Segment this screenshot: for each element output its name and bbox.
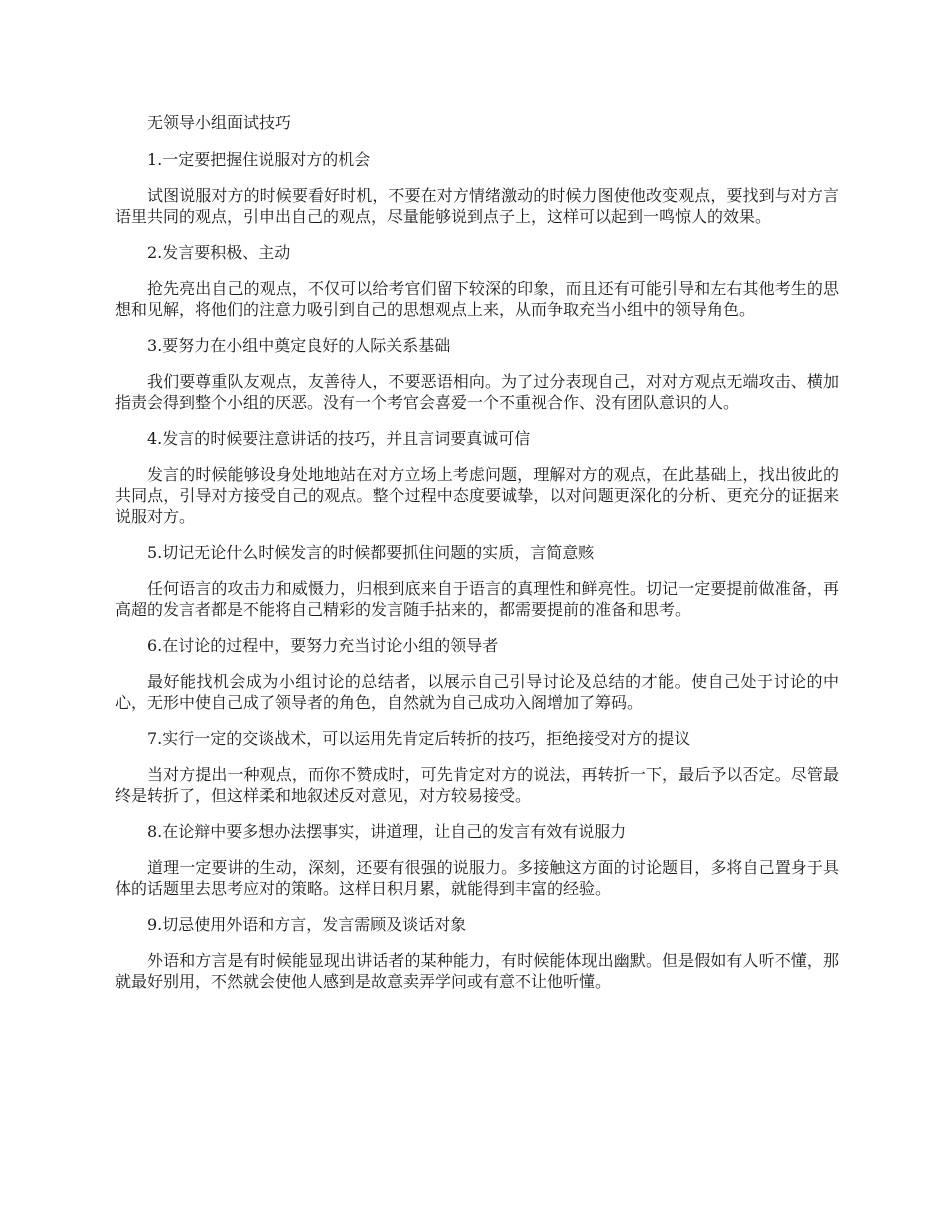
section-heading: 8.在论辩中要多想办法摆事实，讲道理，让自己的发言有效有说服力 — [147, 822, 627, 841]
section-2 — [115, 242, 839, 320]
section-body: 发言的时候能够设身处地地站在对方立场上考虑问题，理解对方的观点，在此基础上，找出彼此的共同点，引导对方接受自己的观点。整个过程中态度要诚挚，以对问题更深化的分析、更充分的证据来说服对方。 — [115, 465, 839, 526]
document-page — [115, 112, 839, 1007]
section-1 — [115, 149, 839, 227]
section-heading: 4.发言的时候要注意讲话的技巧，并且言词要真诚可信 — [147, 429, 531, 448]
section-body: 我们要尊重队友观点，友善待人，不要恶语相向。为了过分表现自己，对对方观点无端攻击、横加指责会得到整个小组的厌恶。没有一个考官会喜爱一个不重视合作、没有团队意识的人。 — [115, 372, 839, 412]
section-heading: 2.发言要积极、主动 — [147, 243, 291, 262]
section-4 — [115, 428, 839, 527]
section-heading: 3.要努力在小组中奠定良好的人际关系基础 — [147, 336, 451, 355]
section-body: 试图说服对方的时候要看好时机，不要在对方情绪激动的时候力图使他改变观点，要找到与对方言语里共同的观点，引申出自己的观点，尽量能够说到点子上，这样可以起到一鸣惊人的效果。 — [115, 186, 839, 226]
section-heading: 5.切记无论什么时候发言的时候都要抓住问题的实质，言简意赅 — [147, 543, 595, 562]
section-body: 外语和方言是有时候能显现出讲话者的某种能力，有时候能体现出幽默。但是假如有人听不懂，那就最好别用，不然就会使他人感到是故意卖弄学问或有意不让他听懂。 — [115, 951, 839, 991]
section-8 — [115, 821, 839, 899]
section-9 — [115, 914, 839, 992]
section-7 — [115, 728, 839, 806]
section-heading: 1.一定要把握住说服对方的机会 — [147, 150, 371, 169]
section-heading: 6.在讨论的过程中，要努力充当讨论小组的领导者 — [147, 636, 499, 655]
section-body: 任何语言的攻击力和威慑力，归根到底来自于语言的真理性和鲜亮性。切记一定要提前做准备，再高超的发言者都是不能将自己精彩的发言随手拈来的，都需要提前的准备和思考。 — [115, 579, 839, 619]
section-5 — [115, 542, 839, 620]
section-3 — [115, 335, 839, 413]
section-heading: 9.切忌使用外语和方言，发言需顾及谈话对象 — [147, 915, 467, 934]
section-6 — [115, 635, 839, 713]
section-heading: 7.实行一定的交谈战术，可以运用先肯定后转折的技巧，拒绝接受对方的提议 — [147, 729, 691, 748]
section-body: 最好能找机会成为小组讨论的总结者，以展示自己引导讨论及总结的才能。使自己处于讨论的中心，无形中使自己成了领导者的角色，自然就为自己成功入阁增加了筹码。 — [115, 672, 839, 712]
section-body: 当对方提出一种观点，而你不赞成时，可先肯定对方的说法，再转折一下，最后予以否定。尽管最终是转折了，但这样柔和地叙述反对意见，对方较易接受。 — [115, 765, 839, 805]
section-body: 道理一定要讲的生动，深刻，还要有很强的说服力。多接触这方面的讨论题目，多将自己置身于具体的话题里去思考应对的策略。这样日积月累，就能得到丰富的经验。 — [115, 858, 839, 898]
document-title: 无领导小组面试技巧 — [147, 113, 292, 132]
section-body: 抢先亮出自己的观点，不仅可以给考官们留下较深的印象，而且还有可能引导和左右其他考生的思想和见解，将他们的注意力吸引到自己的思想观点上来，从而争取充当小组中的领导角色。 — [115, 279, 839, 319]
